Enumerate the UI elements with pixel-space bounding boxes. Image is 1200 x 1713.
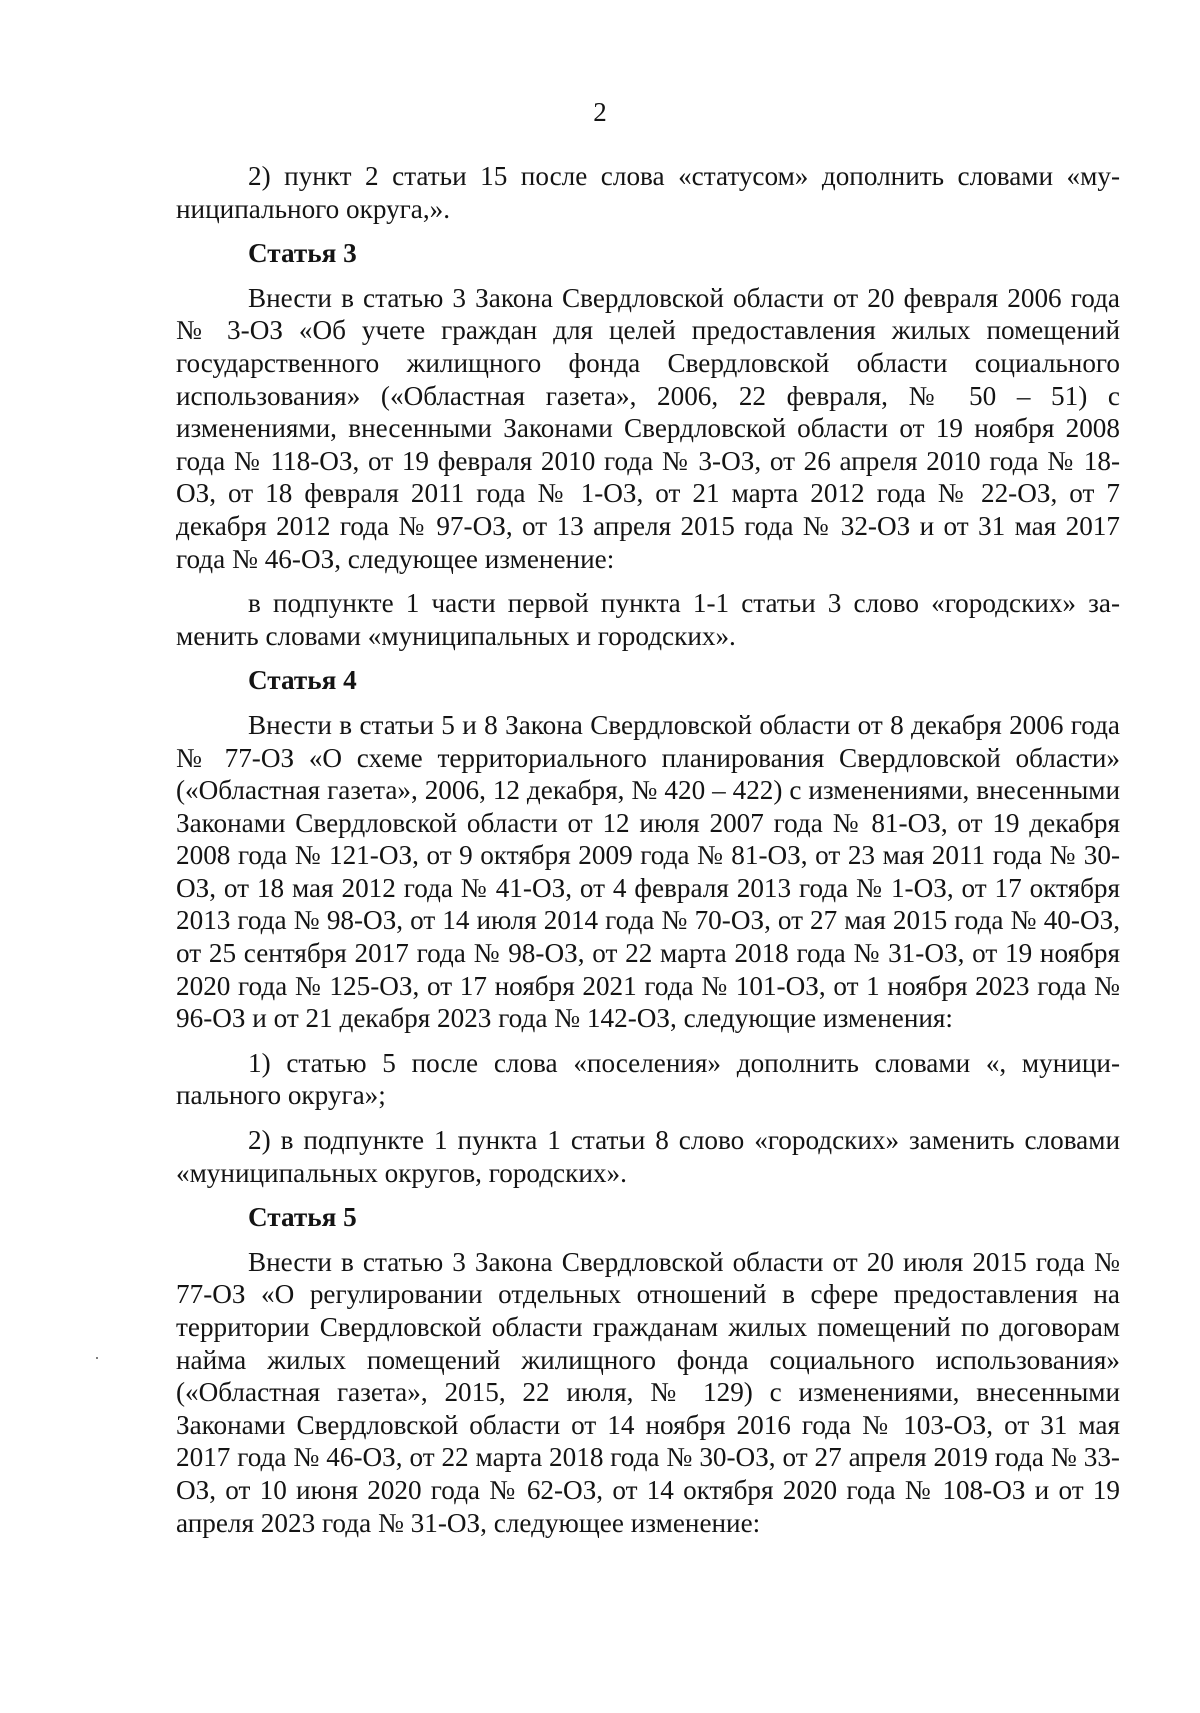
article-3-heading: Статья 3 bbox=[248, 238, 357, 269]
paragraph-article4-item1: 1) статью 5 после слова «поселения» дополнить словами «, муниципального округа»; bbox=[176, 1047, 1120, 1111]
article-4-heading: Статья 4 bbox=[248, 665, 357, 696]
document-body bbox=[176, 160, 1120, 1551]
paragraph-article3-intro: Внести в статью 3 Закона Свердловской области от 20 февраля 2006 года № 3-ОЗ «Об учете граждан для целей предоставления жилых помещений государственного жилищного фонда Свердловской области социального использования» («Областная газета», 2006, 22 февраля, № 50 – 51) с изменениями, внесенными Законами Свердловской области от 19 ноября 2008 года № 118-ОЗ, от 19 февраля 2010 года № 3-ОЗ, от 26 апреля 2010 года № 18-ОЗ, от 18 февраля 2011 года № 1-ОЗ, от 21 марта 2012 года № 22-ОЗ, от 7 декабря 2012 года № 97-ОЗ, от 13 апреля 2015 года № 32-ОЗ и от 31 мая 2017 года № 46-ОЗ, следующее изменение: bbox=[176, 282, 1120, 574]
paragraph-article2-item2: 2) пункт 2 статьи 15 после слова «статусом» дополнить словами «муниципального округа,». bbox=[176, 161, 1120, 224]
paragraph-article5-intro: Внести в статью 3 Закона Свердловской области от 20 июля 2015 года № 77-ОЗ «О регулировании отдельных отношений в сфере предоставления на территории Свердловской области гражданам жилых помещений по договорам найма жилых помещений жилищного фонда социального использования» («Областная газета», 2015, 22 июля, № 129) с изменениями, внесенными Законами Свердловской области от 14 ноября 2016 года № 103-ОЗ, от 31 мая 2017 года № 46-ОЗ, от 22 марта 2018 года № 30-ОЗ, от 27 апреля 2019 года № 33-ОЗ, от 10 июня 2020 года № 62-ОЗ, от 14 октября 2020 года № 108-ОЗ и от 19 апреля 2023 года № 31-ОЗ, следующее изменение: bbox=[176, 1246, 1120, 1538]
paragraph-article3-change: в подпункте 1 части первой пункта 1-1 статьи 3 слово «городских» заменить словами «муниципальных и городских». bbox=[176, 588, 1120, 651]
paragraph-article4-item2: 2) в подпункте 1 пункта 1 статьи 8 слово «городских» заменить словами «муниципальных округов, городских». bbox=[176, 1125, 1120, 1188]
scan-speck bbox=[96, 1357, 98, 1359]
article-5-heading: Статья 5 bbox=[248, 1202, 357, 1233]
paragraph-article4-intro: Внести в статьи 5 и 8 Закона Свердловской области от 8 декабря 2006 года № 77-ОЗ «О схеме территориального планирования Свердловской области» («Областная газета», 2006, 12 декабря, № 420 – 422) с изменениями, внесенными Законами Свердловской области от 12 июля 2007 года № 81-ОЗ, от 19 декабря 2008 года № 121-ОЗ, от 9 октября 2009 года № 81-ОЗ, от 23 мая 2011 года № 30-ОЗ, от 18 мая 2012 года № 41-ОЗ, от 4 февраля 2013 года № 1-ОЗ, от 17 октября 2013 года № 98-ОЗ, от 14 июля 2014 года № 70-ОЗ, от 27 мая 2015 года № 40-ОЗ, от 25 сентября 2017 года № 98-ОЗ, от 22 марта 2018 года № 31-ОЗ, от 19 ноября 2020 года № 125-ОЗ, от 17 ноября 2021 года № 101-ОЗ, от 1 ноября 2023 года № 96-ОЗ и от 21 декабря 2023 года № 142-ОЗ, следующие изменения: bbox=[176, 709, 1120, 1034]
page-number: 2 bbox=[593, 97, 607, 127]
